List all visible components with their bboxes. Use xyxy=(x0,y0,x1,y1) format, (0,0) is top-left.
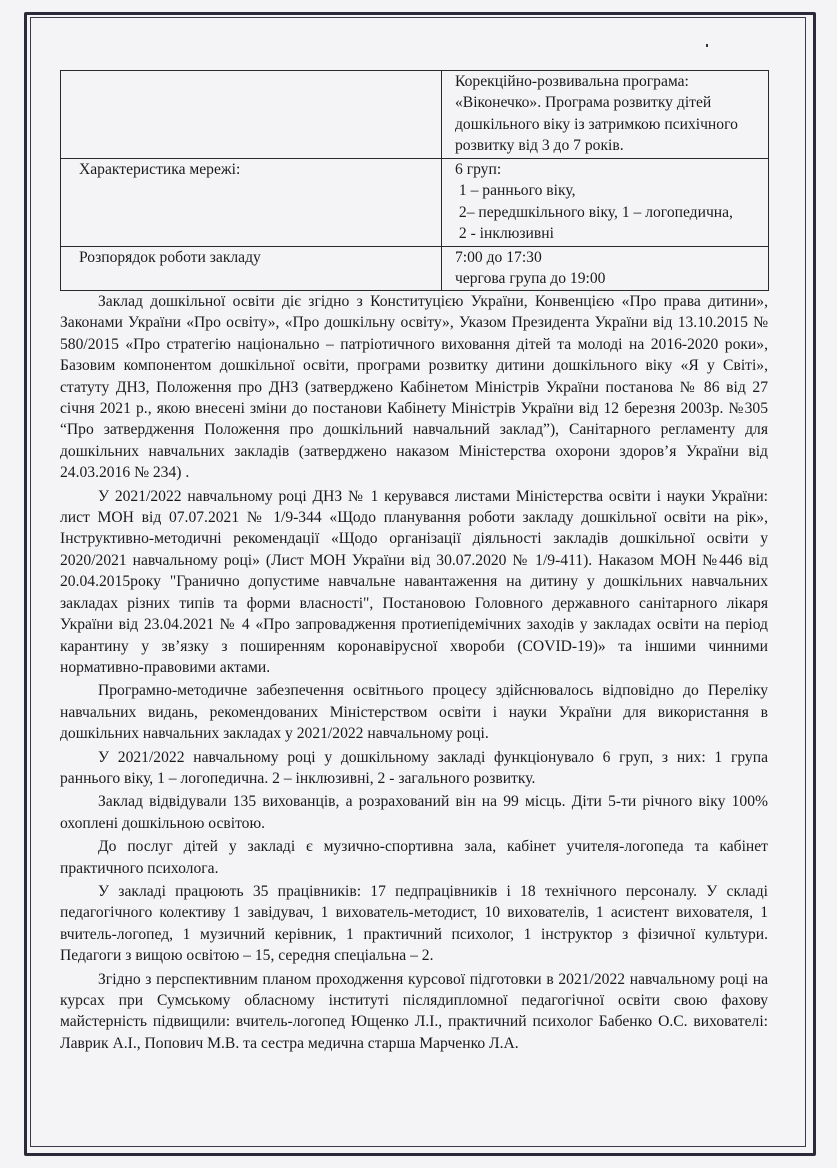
table-cell-line: розвитку від 3 до 7 років. xyxy=(455,137,624,155)
paragraph-groups: У 2021/2022 навчальному році у дошкільному закладі функціонувало 6 груп, з них: 1 група раннього віку, 1 – логопедична. 2 – інклюзивні, 2 - загального розвитку. xyxy=(60,748,768,787)
table-cell-value xyxy=(442,247,769,291)
paragraph-ministry-letters: У 2021/2022 навчальному році ДНЗ № 1 керувався листами Міністерства освіти і науки України: лист МОН від 07.07.2021 № 1/9-344 «Щодо планування роботи закладу дошкільної освіти на рік», Інструктивно-методичні рекомендації «Щодо організації діяльності закладів дошкільної освіти у 2020/2021 навчальному році» (Лист МОН України від 30.07.2020 № 1/9-411). Наказом МОН №446 від 20.04.2015року "Гранично допустиме навчальне навантаження на дитину у дошкільних навчальних закладах різних типів та форми власності", Постановою Головного державного санітарного лікаря України від 23.04.2021 № 4 «Про запровадження протиепідемічних заходів у закладах освіти на період карантину у зв’язку з поширенням коронавірусної хвороби (COVID-19)» та іншими чинними нормативно-правовими актами. xyxy=(60,487,768,676)
document-body xyxy=(60,70,768,1054)
paragraph-training: Згідно з перспективним планом проходження курсової підготовки в 2021/2022 навчальному році на курсах при Сумському обласному інституті післядипломної педагогічної освіти свою фахову майстерність підвищили: вчитель-логопед Ющенко Л.І., практичний психолог Бабенко О.С. вихователі: Лаврик А.І., Попович М.В. та сестра медична старша Марченко Л.А. xyxy=(60,970,768,1052)
paragraph-facilities: До послуг дітей у закладі є музично-спортивна зала, кабінет учителя-логопеда та кабінет практичного психолога. xyxy=(60,838,768,877)
paragraph-attendance: Заклад відвідували 135 вихованців, а розрахований він на 99 місць. Діти 5-ти річного віку 100% охоплені дошкільною освітою. xyxy=(60,793,768,832)
table-cell-line: дошкільного віку із затримкою психічного xyxy=(455,115,738,133)
table-cell-value xyxy=(442,159,769,247)
scan-mark xyxy=(706,44,708,47)
table-cell-line: чергова група до 19:00 xyxy=(455,270,606,288)
paragraph-legal-basis: Заклад дошкільної освіти діє згідно з Конституцією України, Конвенцією «Про права дитини», Законами України «Про освіту», «Про дошкільну освіту», Указом Президента України від 13.10.2015 № 580/2015 «Про стратегію національно – патріотичного виховання дітей та молоді на 2016-2020 роки», Базовим компонентом дошкільної освіти, програми розвитку дитини дошкільного віку «Я у Світі», статуту ДНЗ, Положення про ДНЗ (затверджено Кабінетом Міністрів України постанова № 86 від 27 січня 2021 р., якою внесені зміни до постанови Кабінету Міністрів України від 12 березня 2003р. №305 “Про затвердження Положення про дошкільний навчальний заклад”), Санітарного регламенту для дошкільних навчальних закладів (затверджено наказом Міністерства охорони здоров’я України від 24.03.2016 № 234) . xyxy=(60,293,768,482)
table-cell-line: 6 груп: xyxy=(455,161,502,178)
table-cell-label: Розпорядок роботи закладу xyxy=(61,247,442,291)
table-cell-value xyxy=(442,71,769,159)
table-cell-line: 2– передшкільного віку, 1 – логопедична, xyxy=(455,203,733,221)
info-table xyxy=(60,70,769,291)
table-cell-label xyxy=(61,71,442,159)
table-cell-label: Характеристика мережі: xyxy=(61,159,442,247)
table-row xyxy=(61,159,769,247)
table-cell-line: 7:00 до 17:30 xyxy=(455,249,542,266)
paragraph-staff: У закладі працюють 35 працівників: 17 педпрацівників і 18 технічного персоналу. У складі педагогічного колективу 1 завідувач, 1 вихователь-методист, 10 вихователів, 1 асистент вихователя, 1 вчитель-логопед, 1 музичний керівник, 1 практичний психолог, 1 інструктор з фізичної культури. Педагоги з вищою освітою – 15, середня спеціальна – 2. xyxy=(60,882,768,965)
table-cell-line: 1 – раннього віку, xyxy=(455,182,576,200)
table-cell-line: Корекційно-розвивальна програма: xyxy=(455,73,689,90)
table-cell-line: 2 - інклюзивні xyxy=(455,225,554,243)
table-cell-line: «Віконечко». Програма розвитку дітей xyxy=(455,94,712,112)
table-row xyxy=(61,71,769,159)
table-row xyxy=(61,247,769,291)
paragraph-methodical-support: Програмно-методичне забезпечення освітнього процесу здійснювалось відповідно до Переліку навчальних видань, рекомендованих Міністерством освіти і науки України для використання в дошкільних навчальних закладах у 2021/2022 навчальному році. xyxy=(60,682,768,743)
